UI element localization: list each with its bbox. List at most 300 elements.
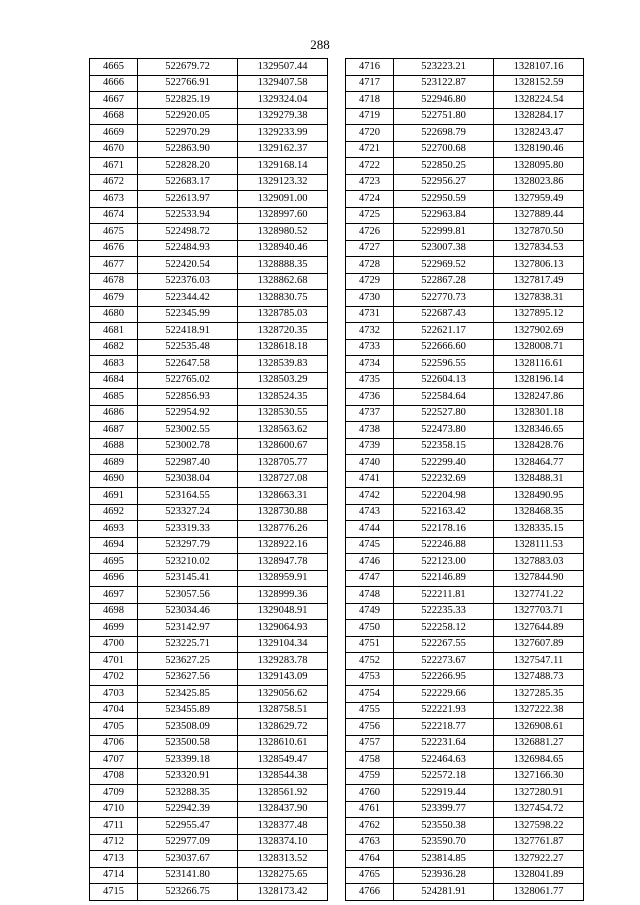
x-coordinate-cell: 523288.35 [138,785,238,802]
x-coordinate-cell: 523002.78 [138,438,238,455]
point-number-cell: 4711 [90,818,138,835]
y-coordinate-cell: 1328374.10 [238,834,328,851]
x-coordinate-cell: 523122.87 [394,75,494,92]
y-coordinate-cell: 1328107.16 [494,59,584,76]
table-row [90,884,328,901]
y-coordinate-cell: 1329143.09 [238,669,328,686]
table-row [90,438,328,455]
point-number-cell: 4715 [90,884,138,901]
point-number-cell: 4699 [90,620,138,637]
x-coordinate-cell: 523037.67 [138,851,238,868]
table-row [90,554,328,571]
table-row [346,372,584,389]
x-coordinate-cell: 522345.99 [138,306,238,323]
table-row [90,174,328,191]
x-coordinate-cell: 522232.69 [394,471,494,488]
point-number-cell: 4672 [90,174,138,191]
y-coordinate-cell: 1327883.03 [494,554,584,571]
y-coordinate-cell: 1327844.90 [494,570,584,587]
point-number-cell: 4749 [346,603,394,620]
y-coordinate-cell: 1329233.99 [238,125,328,142]
x-coordinate-cell: 522258.12 [394,620,494,637]
point-number-cell: 4682 [90,339,138,356]
y-coordinate-cell: 1328116.61 [494,356,584,373]
x-coordinate-cell: 523057.56 [138,587,238,604]
point-number-cell: 4730 [346,290,394,307]
point-number-cell: 4731 [346,306,394,323]
x-coordinate-cell: 522218.77 [394,719,494,736]
table-row [346,818,584,835]
table-row [90,587,328,604]
table-row [90,75,328,92]
x-coordinate-cell: 523266.75 [138,884,238,901]
table-row [90,735,328,752]
point-number-cell: 4765 [346,867,394,884]
table-row [346,108,584,125]
x-coordinate-cell: 522596.55 [394,356,494,373]
y-coordinate-cell: 1327838.31 [494,290,584,307]
point-number-cell: 4686 [90,405,138,422]
x-coordinate-cell: 522246.88 [394,537,494,554]
point-number-cell: 4717 [346,75,394,92]
y-coordinate-cell: 1327166.30 [494,768,584,785]
point-number-cell: 4719 [346,108,394,125]
table-row [90,488,328,505]
point-number-cell: 4743 [346,504,394,521]
point-number-cell: 4671 [90,158,138,175]
y-coordinate-cell: 1326984.65 [494,752,584,769]
point-number-cell: 4720 [346,125,394,142]
y-coordinate-cell: 1328503.29 [238,372,328,389]
x-coordinate-cell: 522850.25 [394,158,494,175]
point-number-cell: 4700 [90,636,138,653]
point-number-cell: 4737 [346,405,394,422]
table-row [90,471,328,488]
table-row [346,207,584,224]
y-coordinate-cell: 1329162.37 [238,141,328,158]
x-coordinate-cell: 523002.55 [138,422,238,439]
table-row [90,92,328,109]
y-coordinate-cell: 1327280.91 [494,785,584,802]
point-number-cell: 4687 [90,422,138,439]
table-row [346,669,584,686]
table-row [346,92,584,109]
y-coordinate-cell: 1328922.16 [238,537,328,554]
point-number-cell: 4695 [90,554,138,571]
table-row [90,603,328,620]
y-coordinate-cell: 1328785.03 [238,306,328,323]
point-number-cell: 4726 [346,224,394,241]
y-coordinate-cell: 1328830.75 [238,290,328,307]
point-number-cell: 4722 [346,158,394,175]
coordinate-table-right-body [346,59,584,901]
table-row [90,389,328,406]
x-coordinate-cell: 523508.09 [138,719,238,736]
x-coordinate-cell: 523455.89 [138,702,238,719]
table-row [346,851,584,868]
table-row [346,752,584,769]
table-row [346,75,584,92]
table-row [90,570,328,587]
x-coordinate-cell: 522484.93 [138,240,238,257]
point-number-cell: 4736 [346,389,394,406]
x-coordinate-cell: 522687.43 [394,306,494,323]
y-coordinate-cell: 1328437.90 [238,801,328,818]
x-coordinate-cell: 522700.68 [394,141,494,158]
point-number-cell: 4667 [90,92,138,109]
y-coordinate-cell: 1327703.71 [494,603,584,620]
y-coordinate-cell: 1328041.89 [494,867,584,884]
x-coordinate-cell: 523007.38 [394,240,494,257]
y-coordinate-cell: 1328549.47 [238,752,328,769]
y-coordinate-cell: 1328468.35 [494,504,584,521]
x-coordinate-cell: 522235.33 [394,603,494,620]
point-number-cell: 4759 [346,768,394,785]
x-coordinate-cell: 523223.21 [394,59,494,76]
table-row [90,636,328,653]
y-coordinate-cell: 1328190.46 [494,141,584,158]
table-row [346,636,584,653]
x-coordinate-cell: 523399.77 [394,801,494,818]
table-row [346,686,584,703]
x-coordinate-cell: 522178.16 [394,521,494,538]
table-row [90,306,328,323]
point-number-cell: 4696 [90,570,138,587]
x-coordinate-cell: 522920.05 [138,108,238,125]
y-coordinate-cell: 1329123.32 [238,174,328,191]
table-row [346,240,584,257]
point-number-cell: 4761 [346,801,394,818]
table-row [90,521,328,538]
y-coordinate-cell: 1328563.62 [238,422,328,439]
y-coordinate-cell: 1328997.60 [238,207,328,224]
x-coordinate-cell: 522211.81 [394,587,494,604]
table-row [346,521,584,538]
x-coordinate-cell: 522955.47 [138,818,238,835]
x-coordinate-cell: 522969.52 [394,257,494,274]
table-row [346,702,584,719]
y-coordinate-cell: 1328705.77 [238,455,328,472]
y-coordinate-cell: 1328530.55 [238,405,328,422]
x-coordinate-cell: 523210.02 [138,554,238,571]
x-coordinate-cell: 523814.85 [394,851,494,868]
x-coordinate-cell: 522266.95 [394,669,494,686]
y-coordinate-cell: 1328284.17 [494,108,584,125]
x-coordinate-cell: 523319.33 [138,521,238,538]
table-row [346,834,584,851]
table-row [346,537,584,554]
table-row [90,686,328,703]
y-coordinate-cell: 1327959.49 [494,191,584,208]
table-row [90,785,328,802]
table-row [90,356,328,373]
point-number-cell: 4754 [346,686,394,703]
point-number-cell: 4718 [346,92,394,109]
table-row [90,323,328,340]
coordinate-table-right [345,58,584,901]
x-coordinate-cell: 522231.64 [394,735,494,752]
table-row [346,323,584,340]
table-row [346,620,584,637]
table-row [90,59,328,76]
x-coordinate-cell: 522766.91 [138,75,238,92]
point-number-cell: 4701 [90,653,138,670]
x-coordinate-cell: 523327.24 [138,504,238,521]
x-coordinate-cell: 523425.85 [138,686,238,703]
table-row [90,752,328,769]
table-row [90,537,328,554]
y-coordinate-cell: 1328720.35 [238,323,328,340]
x-coordinate-cell: 522999.81 [394,224,494,241]
table-row [346,59,584,76]
point-number-cell: 4669 [90,125,138,142]
y-coordinate-cell: 1328776.26 [238,521,328,538]
point-number-cell: 4763 [346,834,394,851]
table-row [90,207,328,224]
x-coordinate-cell: 522613.97 [138,191,238,208]
y-coordinate-cell: 1328539.83 [238,356,328,373]
point-number-cell: 4693 [90,521,138,538]
x-coordinate-cell: 522946.80 [394,92,494,109]
table-row [346,174,584,191]
point-number-cell: 4680 [90,306,138,323]
point-number-cell: 4729 [346,273,394,290]
point-number-cell: 4733 [346,339,394,356]
point-number-cell: 4676 [90,240,138,257]
point-number-cell: 4760 [346,785,394,802]
x-coordinate-cell: 522621.17 [394,323,494,340]
table-row [346,224,584,241]
x-coordinate-cell: 522954.92 [138,405,238,422]
y-coordinate-cell: 1328173.42 [238,884,328,901]
y-coordinate-cell: 1328940.46 [238,240,328,257]
y-coordinate-cell: 1328629.72 [238,719,328,736]
y-coordinate-cell: 1327870.50 [494,224,584,241]
x-coordinate-cell: 522221.93 [394,702,494,719]
point-number-cell: 4713 [90,851,138,868]
table-row [346,273,584,290]
x-coordinate-cell: 522987.40 [138,455,238,472]
y-coordinate-cell: 1328758.51 [238,702,328,719]
point-number-cell: 4745 [346,537,394,554]
point-number-cell: 4694 [90,537,138,554]
table-row [90,422,328,439]
x-coordinate-cell: 522344.42 [138,290,238,307]
x-coordinate-cell: 523627.56 [138,669,238,686]
point-number-cell: 4684 [90,372,138,389]
table-row [90,158,328,175]
point-number-cell: 4708 [90,768,138,785]
point-number-cell: 4683 [90,356,138,373]
table-row [346,455,584,472]
y-coordinate-cell: 1328663.31 [238,488,328,505]
table-row [90,504,328,521]
y-coordinate-cell: 1327488.73 [494,669,584,686]
y-coordinate-cell: 1327285.35 [494,686,584,703]
point-number-cell: 4747 [346,570,394,587]
table-row [346,471,584,488]
point-number-cell: 4750 [346,620,394,637]
y-coordinate-cell: 1328862.68 [238,273,328,290]
table-row [346,884,584,901]
x-coordinate-cell: 522146.89 [394,570,494,587]
point-number-cell: 4757 [346,735,394,752]
y-coordinate-cell: 1328524.35 [238,389,328,406]
y-coordinate-cell: 1328618.18 [238,339,328,356]
point-number-cell: 4725 [346,207,394,224]
y-coordinate-cell: 1328111.53 [494,537,584,554]
x-coordinate-cell: 523034.46 [138,603,238,620]
x-coordinate-cell: 523297.79 [138,537,238,554]
table-row [90,801,328,818]
x-coordinate-cell: 522751.80 [394,108,494,125]
point-number-cell: 4705 [90,719,138,736]
y-coordinate-cell: 1328488.31 [494,471,584,488]
x-coordinate-cell: 522919.44 [394,785,494,802]
table-row [346,438,584,455]
point-number-cell: 4674 [90,207,138,224]
point-number-cell: 4692 [90,504,138,521]
point-number-cell: 4710 [90,801,138,818]
table-row [90,653,328,670]
table-row [90,867,328,884]
y-coordinate-cell: 1329324.04 [238,92,328,109]
y-coordinate-cell: 1327547.11 [494,653,584,670]
y-coordinate-cell: 1327598.22 [494,818,584,835]
y-coordinate-cell: 1329056.62 [238,686,328,703]
y-coordinate-cell: 1328377.48 [238,818,328,835]
point-number-cell: 4724 [346,191,394,208]
y-coordinate-cell: 1329064.93 [238,620,328,637]
x-coordinate-cell: 523142.97 [138,620,238,637]
y-coordinate-cell: 1327834.53 [494,240,584,257]
y-coordinate-cell: 1328008.71 [494,339,584,356]
x-coordinate-cell: 523500.58 [138,735,238,752]
point-number-cell: 4735 [346,372,394,389]
y-coordinate-cell: 1328023.86 [494,174,584,191]
point-number-cell: 4679 [90,290,138,307]
x-coordinate-cell: 522679.72 [138,59,238,76]
y-coordinate-cell: 1328335.15 [494,521,584,538]
x-coordinate-cell: 522204.98 [394,488,494,505]
x-coordinate-cell: 522163.42 [394,504,494,521]
x-coordinate-cell: 522867.28 [394,273,494,290]
table-row [90,273,328,290]
x-coordinate-cell: 522498.72 [138,224,238,241]
y-coordinate-cell: 1328980.52 [238,224,328,241]
point-number-cell: 4712 [90,834,138,851]
y-coordinate-cell: 1327607.89 [494,636,584,653]
y-coordinate-cell: 1327644.89 [494,620,584,637]
y-coordinate-cell: 1328561.92 [238,785,328,802]
x-coordinate-cell: 522376.03 [138,273,238,290]
y-coordinate-cell: 1328095.80 [494,158,584,175]
point-number-cell: 4751 [346,636,394,653]
x-coordinate-cell: 522950.59 [394,191,494,208]
x-coordinate-cell: 522828.20 [138,158,238,175]
table-row [90,669,328,686]
point-number-cell: 4734 [346,356,394,373]
x-coordinate-cell: 522535.48 [138,339,238,356]
table-row [346,158,584,175]
point-number-cell: 4764 [346,851,394,868]
x-coordinate-cell: 522527.80 [394,405,494,422]
table-row [90,141,328,158]
y-coordinate-cell: 1329091.00 [238,191,328,208]
point-number-cell: 4732 [346,323,394,340]
x-coordinate-cell: 522604.13 [394,372,494,389]
point-number-cell: 4739 [346,438,394,455]
x-coordinate-cell: 522863.90 [138,141,238,158]
x-coordinate-cell: 523590.70 [394,834,494,851]
coordinate-table-left-body [90,59,328,901]
table-row [90,125,328,142]
point-number-cell: 4709 [90,785,138,802]
y-coordinate-cell: 1328464.77 [494,455,584,472]
point-number-cell: 4690 [90,471,138,488]
point-number-cell: 4728 [346,257,394,274]
y-coordinate-cell: 1326908.61 [494,719,584,736]
x-coordinate-cell: 523550.38 [394,818,494,835]
y-coordinate-cell: 1328730.88 [238,504,328,521]
y-coordinate-cell: 1328152.59 [494,75,584,92]
point-number-cell: 4704 [90,702,138,719]
point-number-cell: 4716 [346,59,394,76]
y-coordinate-cell: 1327902.69 [494,323,584,340]
point-number-cell: 4746 [346,554,394,571]
point-number-cell: 4702 [90,669,138,686]
y-coordinate-cell: 1326881.27 [494,735,584,752]
x-coordinate-cell: 522358.15 [394,438,494,455]
table-row [90,108,328,125]
x-coordinate-cell: 522683.17 [138,174,238,191]
x-coordinate-cell: 522420.54 [138,257,238,274]
y-coordinate-cell: 1327922.27 [494,851,584,868]
table-row [90,455,328,472]
y-coordinate-cell: 1328544.38 [238,768,328,785]
table-row [346,587,584,604]
x-coordinate-cell: 522942.39 [138,801,238,818]
y-coordinate-cell: 1328346.65 [494,422,584,439]
table-row [90,339,328,356]
y-coordinate-cell: 1328428.76 [494,438,584,455]
point-number-cell: 4681 [90,323,138,340]
table-row [90,620,328,637]
point-number-cell: 4668 [90,108,138,125]
x-coordinate-cell: 522856.93 [138,389,238,406]
x-coordinate-cell: 522464.63 [394,752,494,769]
y-coordinate-cell: 1329279.38 [238,108,328,125]
y-coordinate-cell: 1328301.18 [494,405,584,422]
point-number-cell: 4678 [90,273,138,290]
point-number-cell: 4758 [346,752,394,769]
table-row [346,867,584,884]
point-number-cell: 4714 [90,867,138,884]
point-number-cell: 4673 [90,191,138,208]
table-row [90,818,328,835]
x-coordinate-cell: 523141.80 [138,867,238,884]
x-coordinate-cell: 522473.80 [394,422,494,439]
x-coordinate-cell: 523164.55 [138,488,238,505]
table-row [346,141,584,158]
point-number-cell: 4740 [346,455,394,472]
table-row [346,801,584,818]
y-coordinate-cell: 1328947.78 [238,554,328,571]
table-row [90,702,328,719]
point-number-cell: 4727 [346,240,394,257]
y-coordinate-cell: 1328247.86 [494,389,584,406]
point-number-cell: 4762 [346,818,394,835]
